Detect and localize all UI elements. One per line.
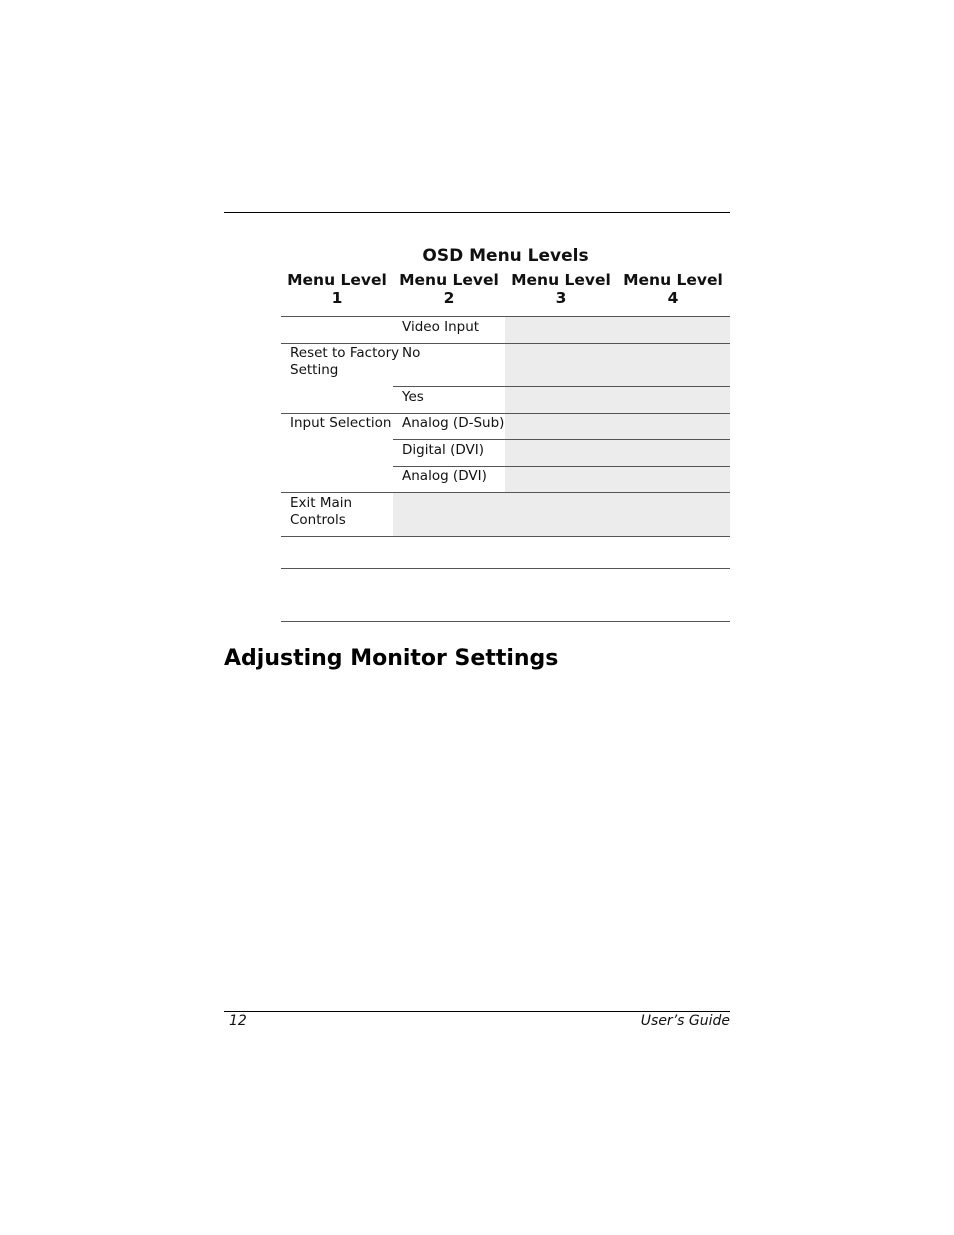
- table-line: [393, 466, 730, 467]
- table-line: [281, 343, 730, 344]
- cell-analog-dvi: Analog (DVI): [402, 468, 487, 484]
- table-line: [281, 316, 730, 317]
- cell-exit-main-controls: [290, 495, 352, 529]
- column-header-level-1: [281, 271, 393, 307]
- column-header-level-2: [393, 271, 505, 307]
- guide-title: User’s Guide: [640, 1013, 730, 1029]
- column-header-level-4: [617, 271, 729, 307]
- cell-text-line: Controls: [290, 512, 346, 528]
- cell-yes: Yes: [402, 389, 424, 405]
- cell-analog-dsub: Analog (D-Sub): [402, 415, 505, 431]
- table-title: OSD Menu Levels: [422, 246, 589, 266]
- divider-line: [281, 568, 730, 569]
- cell-text-line: Exit Main: [290, 495, 353, 511]
- column-header-number: 3: [555, 289, 567, 307]
- cell-input-selection: Input Selection: [290, 415, 392, 431]
- column-header-label: Menu Level: [399, 271, 499, 289]
- column-header-level-3: [505, 271, 617, 307]
- column-header-number: 1: [331, 289, 343, 307]
- table-line: [281, 536, 730, 537]
- table-line: [393, 439, 730, 440]
- cell-text-line: Setting: [290, 362, 339, 378]
- cell-video-input: Video Input: [402, 319, 480, 335]
- top-rule: [224, 212, 730, 213]
- table-line: [281, 413, 730, 414]
- empty-cell-shade: [393, 492, 730, 536]
- column-header-label: Menu Level: [511, 271, 611, 289]
- column-header-label: Menu Level: [287, 271, 387, 289]
- divider-line: [281, 621, 730, 622]
- cell-text-line: Reset to Factory: [290, 345, 400, 361]
- table-line: [393, 386, 730, 387]
- cell-reset-to-factory: [290, 345, 399, 379]
- footer-rule: [224, 1011, 730, 1012]
- column-header-number: 2: [443, 289, 455, 307]
- cell-no: No: [402, 345, 421, 361]
- page-number: 12: [229, 1013, 247, 1029]
- cell-digital-dvi: Digital (DVI): [402, 442, 484, 458]
- section-heading: Adjusting Monitor Settings: [224, 646, 559, 671]
- column-header-number: 4: [667, 289, 679, 307]
- column-header-label: Menu Level: [623, 271, 723, 289]
- table-line: [281, 492, 730, 493]
